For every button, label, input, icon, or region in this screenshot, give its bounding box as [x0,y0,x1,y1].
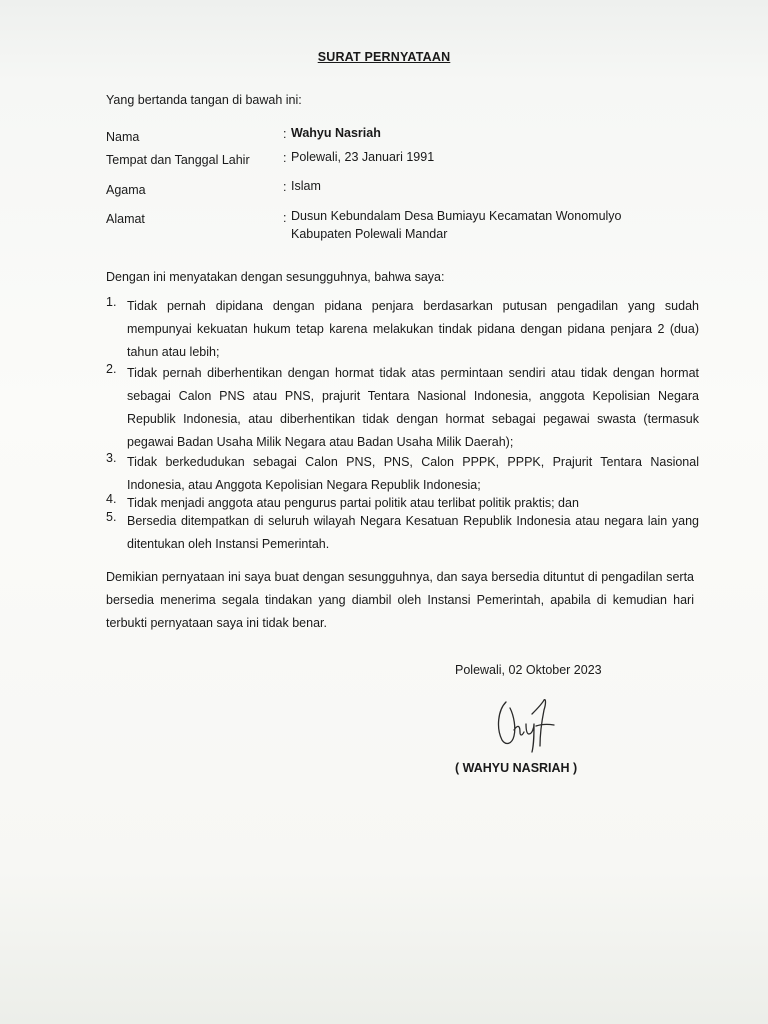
declaration-lead: Dengan ini menyatakan dengan sesungguhnya, bahwa saya: [106,270,445,284]
birth-value: Polewali, 23 Januari 1991 [291,150,435,164]
list-text: Tidak pernah dipidana dengan pidana penjara berdasarkan putusan pengadilan yang sudah mempunyai kekuatan hukum tetap karena melakukan tindak pidana dengan pidana penjara 2 (dua) tahun atau lebih; [127,299,699,359]
list-number: 5. [106,510,117,524]
closing-paragraph: Demikian pernyataan ini saya buat dengan sesungguhnya, dan saya bersedia dituntut di pengadilan serta bersedia menerima segala tindakan yang diambil oleh Instansi Pemerintah, apabila di kemudian hari terbukti pernyataan saya ini tidak benar. [106,570,694,630]
religion-label: Agama [106,183,146,197]
signer-name: ( WAHYU NASRIAH ) [455,761,578,775]
religion-colon: : [283,180,287,194]
list-number: 3. [106,451,117,465]
name-value: Wahyu Nasriah [291,126,381,140]
list-number: 2. [106,362,117,376]
place-date: Polewali, 02 Oktober 2023 [455,663,602,677]
intro-text: Yang bertanda tangan di bawah ini: [106,93,302,107]
list-text: Tidak pernah diberhentikan dengan hormat tidak atas permintaan sendiri atau tidak dengan hormat sebagai Calon PNS atau PNS, prajurit Tentara Nasional Indonesia, anggota Kepolisian Negara Republik Indonesia, atau diberhentikan tidak dengan hormat sebagai pegawai swasta (termasuk pegawai Badan Usaha Milik Negara atau Badan Usaha Milik Daerah); [127,366,699,449]
list-text: Bersedia ditempatkan di seluruh wilayah Negara Kesatuan Republik Indonesia atau negara lain yang ditentukan oleh Instansi Pemerintah. [127,514,699,551]
birth-label: Tempat dan Tanggal Lahir [106,153,250,167]
list-number: 1. [106,295,117,309]
document-title: SURAT PERNYATAAN [317,50,451,64]
birth-colon: : [283,151,287,165]
list-text: Tidak berkedudukan sebagai Calon PNS, PNS, Calon PPPK, PPPK, Prajurit Tentara Nasional Indonesia, atau Anggota Kepolisian Negara Republik Indonesia; [127,455,699,492]
name-label: Nama [106,130,140,144]
handwritten-signature [492,694,562,756]
name-colon: : [283,127,287,141]
address-label: Alamat [106,212,145,226]
list-text: Tidak menjadi anggota atau pengurus partai politik atau terlibat politik praktis; dan [127,496,579,510]
list-number: 4. [106,492,117,506]
address-colon: : [283,211,287,225]
address-line-2: Kabupaten Polewali Mandar [291,227,448,241]
religion-value: Islam [291,179,321,193]
address-line-1: Dusun Kebundalam Desa Bumiayu Kecamatan Wonomulyo [291,209,622,223]
